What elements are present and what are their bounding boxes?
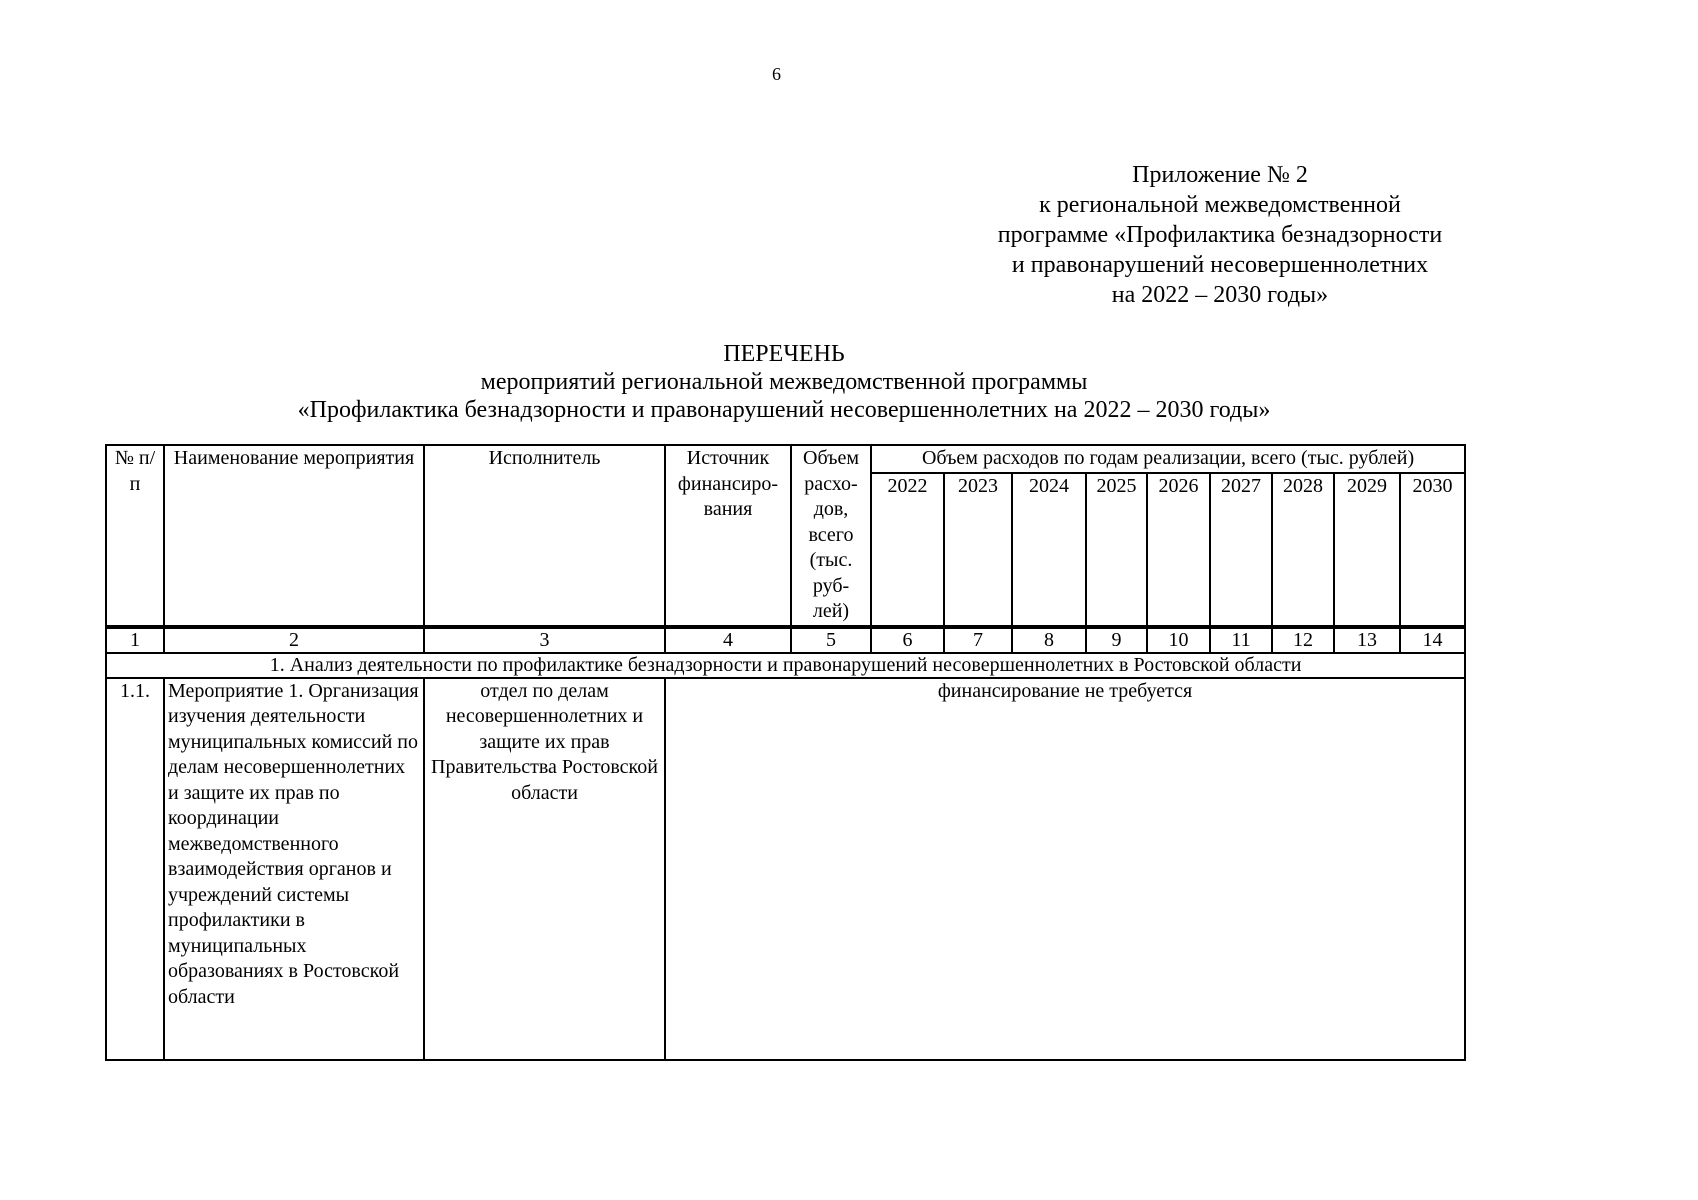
header-year: 2030 — [1400, 473, 1465, 626]
header-executor: Исполнитель — [424, 445, 665, 627]
column-number: 10 — [1147, 627, 1210, 653]
header-year: 2025 — [1086, 473, 1147, 626]
appendix-block — [958, 160, 1482, 310]
header-by-years: Объем расходов по годам реализации, всего (тыс. рублей) — [871, 445, 1465, 473]
page-number: 6 — [772, 64, 781, 84]
column-number: 8 — [1012, 627, 1086, 653]
header-year: 2023 — [944, 473, 1012, 626]
column-number: 11 — [1210, 627, 1272, 653]
column-number: 13 — [1334, 627, 1400, 653]
activity-name: Мероприятие 1. Организация изучения деятельности муниципальных комиссий по делам несовершеннолетних и защите их прав по координации межведомственного взаимодействия органов и учреждений системы профилактики в муниципальных образованиях в Ростовской области — [164, 678, 424, 1060]
header-year: 2026 — [1147, 473, 1210, 626]
document-heading — [0, 340, 1568, 424]
column-number: 3 — [424, 627, 665, 653]
activity-executor: отдел по делам несовершеннолетних и защите их прав Правительства Ростовской области — [424, 678, 665, 1060]
heading-line: «Профилактика безнадзорности и правонарушений несовершеннолетних на 2022 – 2030 годы» — [297, 397, 1271, 423]
appendix-line: на 2022 – 2030 годы» — [1111, 282, 1329, 308]
header-year: 2028 — [1272, 473, 1334, 626]
section-heading: 1. Анализ деятельности по профилактике безнадзорности и правонарушений несовершеннолетних в Ростовской области — [106, 653, 1465, 678]
column-number: 1 — [106, 627, 164, 653]
table-row — [106, 678, 1465, 1060]
activities-table — [105, 444, 1466, 1061]
column-number: 7 — [944, 627, 1012, 653]
heading-title: ПЕРЕЧЕНЬ — [723, 341, 845, 367]
appendix-line: Приложение № 2 — [1132, 162, 1308, 188]
column-number: 2 — [164, 627, 424, 653]
header-source: Источник финансиро-вания — [665, 445, 791, 627]
column-number: 9 — [1086, 627, 1147, 653]
header-year: 2024 — [1012, 473, 1086, 626]
header-year: 2029 — [1334, 473, 1400, 626]
column-number: 4 — [665, 627, 791, 653]
appendix-line: программе «Профилактика безнадзорности — [997, 222, 1443, 248]
header-num: № п/п — [106, 445, 164, 627]
column-number: 6 — [871, 627, 944, 653]
column-number: 14 — [1400, 627, 1465, 653]
header-year: 2022 — [871, 473, 944, 626]
header-total: Объем расхо-дов, всего (тыс. руб-лей) — [791, 445, 871, 627]
header-year: 2027 — [1210, 473, 1272, 626]
header-name: Наименование мероприятия — [164, 445, 424, 627]
column-number: 12 — [1272, 627, 1334, 653]
appendix-line: и правонарушений несовершеннолетних — [1011, 252, 1429, 278]
heading-line: мероприятий региональной межведомственной программы — [480, 369, 1088, 395]
appendix-line: к региональной межведомственной — [1039, 192, 1401, 218]
row-number: 1.1. — [106, 678, 164, 1060]
column-number: 5 — [791, 627, 871, 653]
financing-note: финансирование не требуется — [665, 678, 1465, 1060]
